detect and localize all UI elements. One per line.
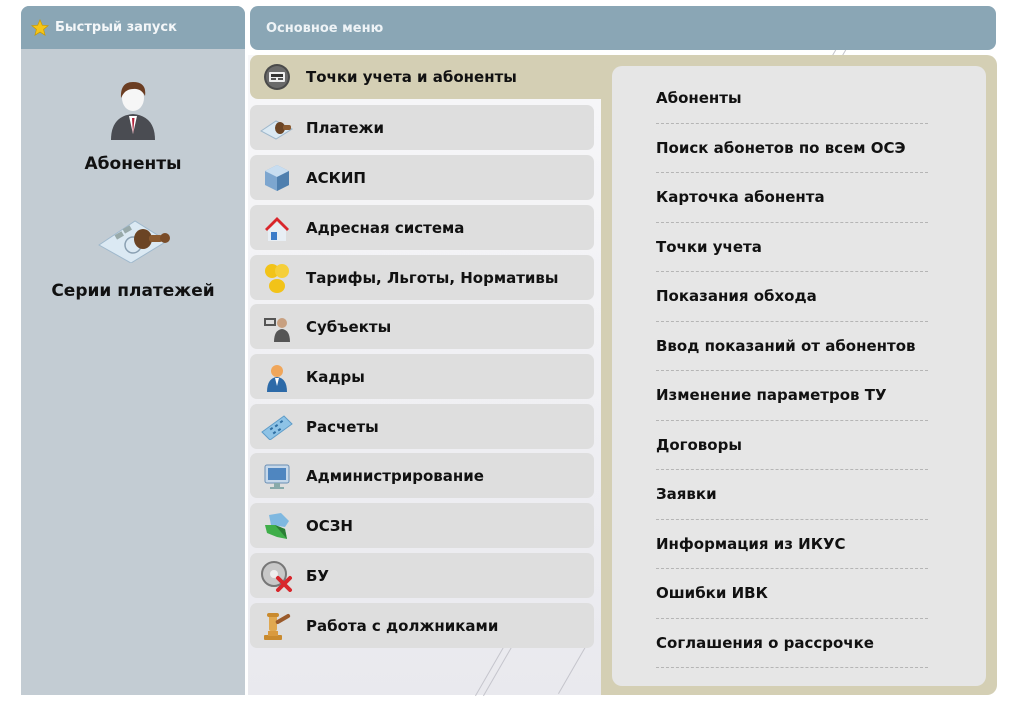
- submenu-item-ikus-info[interactable]: [656, 520, 928, 570]
- category-label: ОСЗН: [306, 516, 353, 535]
- category-label: Администрирование: [306, 466, 484, 485]
- calculator-icon: [260, 410, 294, 444]
- quick-launch-payment-series-label: Серии платежей: [51, 281, 215, 301]
- disk-cross-icon: [260, 559, 294, 593]
- decorative-line: [558, 645, 587, 694]
- category-address-system[interactable]: [250, 205, 594, 250]
- submenu-item-label: Карточка абонента: [656, 188, 825, 207]
- submenu-item-change-tu-params[interactable]: [656, 371, 928, 421]
- category-label: БУ: [306, 566, 329, 585]
- gavel-icon: [260, 609, 294, 643]
- category-administration[interactable]: [250, 453, 594, 498]
- category-label: Тарифы, Льготы, Нормативы: [306, 268, 559, 287]
- quick-launch-title: Быстрый запуск: [55, 20, 177, 35]
- house-icon: [260, 211, 294, 245]
- submenu-item-metering-points[interactable]: [656, 223, 928, 273]
- submenu-item-label: Заявки: [656, 485, 717, 504]
- monitor-icon: [260, 459, 294, 493]
- submenu-item-label: Поиск абонетов по всем ОСЭ: [656, 138, 906, 157]
- submenu-item-label: Изменение параметров ТУ: [656, 386, 887, 405]
- quick-launch-subscribers[interactable]: [21, 76, 245, 174]
- category-debtors[interactable]: [250, 603, 594, 648]
- submenu-item-requests[interactable]: [656, 470, 928, 520]
- category-bu[interactable]: [250, 553, 594, 598]
- submenu-item-enter-readings[interactable]: [656, 322, 928, 372]
- category-subjects[interactable]: [250, 304, 594, 349]
- subscriber-person-icon: [105, 76, 161, 142]
- submenu-item-subscriber-card[interactable]: [656, 173, 928, 223]
- submenu-item-contracts[interactable]: [656, 421, 928, 471]
- quick-launch-payment-series[interactable]: [21, 211, 245, 301]
- star-icon: [31, 19, 49, 37]
- submenu-item-label: Показания обхода: [656, 287, 817, 306]
- quick-launch-subscribers-label: Абоненты: [84, 154, 182, 174]
- submenu-item-subscribers[interactable]: [656, 74, 928, 124]
- category-tariffs[interactable]: [250, 255, 594, 300]
- submenu-item-label: Информация из ИКУС: [656, 534, 846, 553]
- submenu-item-label: Ошибки ИВК: [656, 584, 768, 603]
- category-label: Расчеты: [306, 417, 379, 436]
- quick-launch-header: [21, 6, 245, 49]
- category-oszn[interactable]: [250, 503, 594, 548]
- payment-stamp-icon: [260, 111, 294, 145]
- main-menu-title: Основное меню: [266, 20, 384, 36]
- category-label: Точки учета и абоненты: [306, 68, 517, 86]
- category-metering-points-subscribers[interactable]: [250, 55, 615, 99]
- coins-icon: [260, 261, 294, 295]
- submenu-item-installment-agreements[interactable]: [656, 619, 928, 669]
- submenu-item-label: Ввод показаний от абонентов: [656, 336, 916, 355]
- category-label: Кадры: [306, 367, 365, 386]
- meter-icon: [260, 60, 294, 94]
- category-askip[interactable]: [250, 155, 594, 200]
- submenu-item-round-readings[interactable]: [656, 272, 928, 322]
- submenu-item-label: Абоненты: [656, 89, 742, 108]
- category-staff[interactable]: [250, 354, 594, 399]
- category-payments[interactable]: [250, 105, 594, 150]
- category-calculations[interactable]: [250, 404, 594, 449]
- category-label: Адресная система: [306, 218, 465, 237]
- category-label: Работа с должниками: [306, 616, 499, 635]
- subjects-icon: [260, 310, 294, 344]
- submenu-item-label: Точки учета: [656, 237, 762, 256]
- main-menu-header: [250, 6, 996, 50]
- map-icon: [260, 509, 294, 543]
- submenu-panel: [612, 66, 986, 686]
- staff-icon: [260, 360, 294, 394]
- submenu-item-label: Соглашения о рассрочке: [656, 633, 874, 652]
- payment-stamp-icon: [93, 211, 173, 263]
- category-label: АСКИП: [306, 168, 366, 187]
- category-label: Платежи: [306, 118, 384, 137]
- submenu-item-search-subscribers[interactable]: [656, 124, 928, 174]
- submenu-item-label: Договоры: [656, 435, 742, 454]
- category-label: Субъекты: [306, 317, 392, 336]
- submenu-item-ivk-errors[interactable]: [656, 569, 928, 619]
- cube-icon: [260, 161, 294, 195]
- quick-launch-panel: [21, 6, 245, 695]
